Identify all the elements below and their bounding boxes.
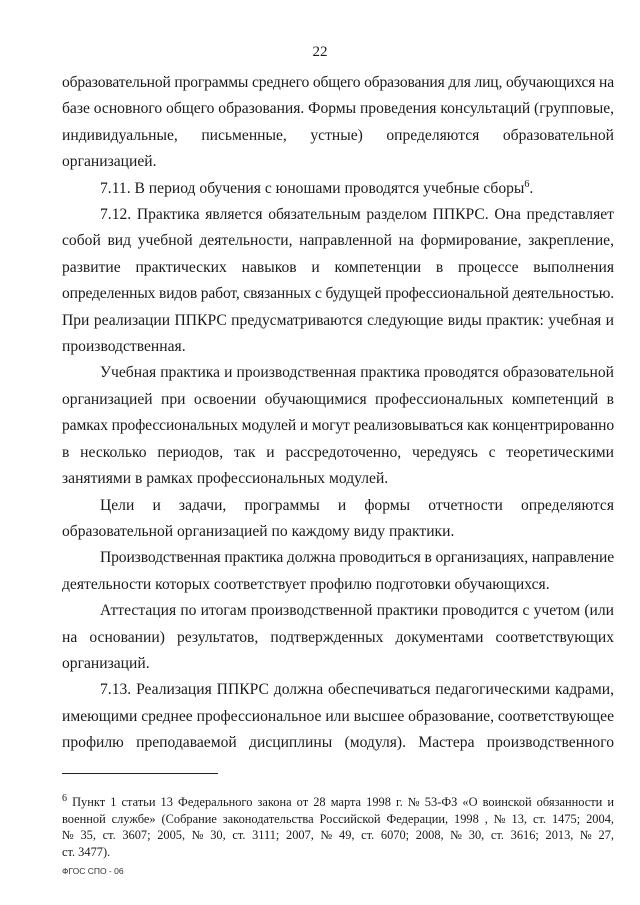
text-line: организаций. bbox=[62, 654, 150, 672]
footnote-marker: 6 bbox=[62, 792, 67, 804]
footnote-reference[interactable]: 6 bbox=[524, 178, 530, 190]
text-line: образовательной программы среднего общего образования для лиц, обучающихся на bbox=[62, 74, 614, 91]
text-line: базе основного общего образования. Формы проведения консультаций (групповые, bbox=[62, 100, 614, 118]
text-line: индивидуальные, письменные, устные) определяются образовательной bbox=[62, 126, 614, 144]
footnote bbox=[62, 794, 614, 860]
text-line: определенных видов работ, связанных с будущей профессиональной деятельностью. bbox=[62, 285, 614, 303]
paragraph-7-13 bbox=[62, 677, 614, 703]
body-text bbox=[62, 70, 614, 757]
paragraph-practice bbox=[62, 360, 614, 386]
text-line: 7.12. Практика является обязательным разделом ППКРС. Она представляет bbox=[100, 206, 614, 224]
text-line: имеющими среднее профессиональное или высшее образование, соответствующее bbox=[62, 707, 614, 725]
paragraph-practice-cont bbox=[62, 387, 614, 493]
paragraph-production-practice bbox=[62, 545, 614, 571]
footnote-line: № 35, ст. 3607; 2005, № 30, ст. 3111; 2007, № 49, ст. 6070; 2008, № 30, ст. 3616; 2013, № 27, bbox=[62, 828, 614, 842]
paragraph-attestation bbox=[62, 598, 614, 624]
text-line: Производственная практика должна проводиться в организациях, направление bbox=[100, 549, 614, 567]
text-line: на основании) результатов, подтвержденных документами соответствующих bbox=[62, 628, 614, 646]
paragraph-text: 7.11. В период обучения с юношами проводятся учебные сборы bbox=[100, 179, 525, 197]
paragraph-7-13-cont bbox=[62, 704, 614, 757]
text-line: деятельности которых соответствует профилю подготовки обучающихся. bbox=[62, 575, 550, 593]
text-line: Цели и задачи, программы и формы отчетности определяются bbox=[100, 496, 614, 514]
text-line: Учебная практика и производственная практика проводятся образовательной bbox=[100, 364, 614, 382]
text-line: организацией при освоении обучающимися профессиональных компетенций в bbox=[62, 390, 614, 408]
footnote-text: Пункт 1 статьи 13 Федерального закона от 28 марта 1998 г. № 53-ФЗ «О воинской обязанности и bbox=[67, 795, 614, 809]
text-line: рамках профессиональных модулей и могут реализовываться как концентрированно bbox=[62, 417, 614, 435]
text-line: в несколько периодов, так и рассредоточенно, чередуясь с теоретическими bbox=[62, 443, 614, 461]
text-line: развитие практических навыков и компетенции в процессе выполнения bbox=[62, 258, 614, 276]
paragraph-7-12-cont bbox=[62, 228, 614, 360]
text-line: производственная. bbox=[62, 338, 186, 356]
footnote-line: военной службе» (Собрание законодательства Российской Федерации, 1998 , № 13, ст. 1475; 2004, bbox=[62, 811, 614, 826]
text-line: собой вид учебной деятельности, направленной на формирование, закрепление, bbox=[62, 232, 614, 250]
paragraph-goals bbox=[62, 493, 614, 519]
page-number: 22 bbox=[312, 44, 328, 60]
text-line: 7.13. Реализация ППКРС должна обеспечиваться педагогическими кадрами, bbox=[100, 681, 614, 699]
document-code: ФГОС СПО - 06 bbox=[62, 866, 124, 876]
text-line: образовательной организацией по каждому виду практики. bbox=[62, 522, 455, 540]
paragraph-7-11 bbox=[62, 176, 614, 202]
footnote-divider bbox=[62, 773, 218, 774]
paragraph-attestation-cont bbox=[62, 625, 614, 678]
paragraph-production-practice-cont bbox=[62, 572, 614, 598]
paragraph-7-12 bbox=[62, 202, 614, 228]
paragraph-end: . bbox=[529, 179, 534, 197]
paragraph-goals-cont bbox=[62, 519, 614, 545]
paragraph-consultations bbox=[62, 70, 614, 176]
text-line: Аттестация по итогам производственной практики проводится с учетом (или bbox=[100, 602, 614, 620]
text-line: организацией. bbox=[62, 153, 157, 171]
text-line: При реализации ППКРС предусматриваются следующие виды практик: учебная и bbox=[62, 311, 614, 329]
text-line: занятиями в рамках профессиональных модулей. bbox=[62, 470, 389, 488]
text-line: профилю преподаваемой дисциплины (модуля). Мастера производственного bbox=[62, 734, 614, 752]
footnote-line bbox=[62, 794, 614, 811]
footnote-line: ст. 3477). bbox=[62, 844, 111, 859]
